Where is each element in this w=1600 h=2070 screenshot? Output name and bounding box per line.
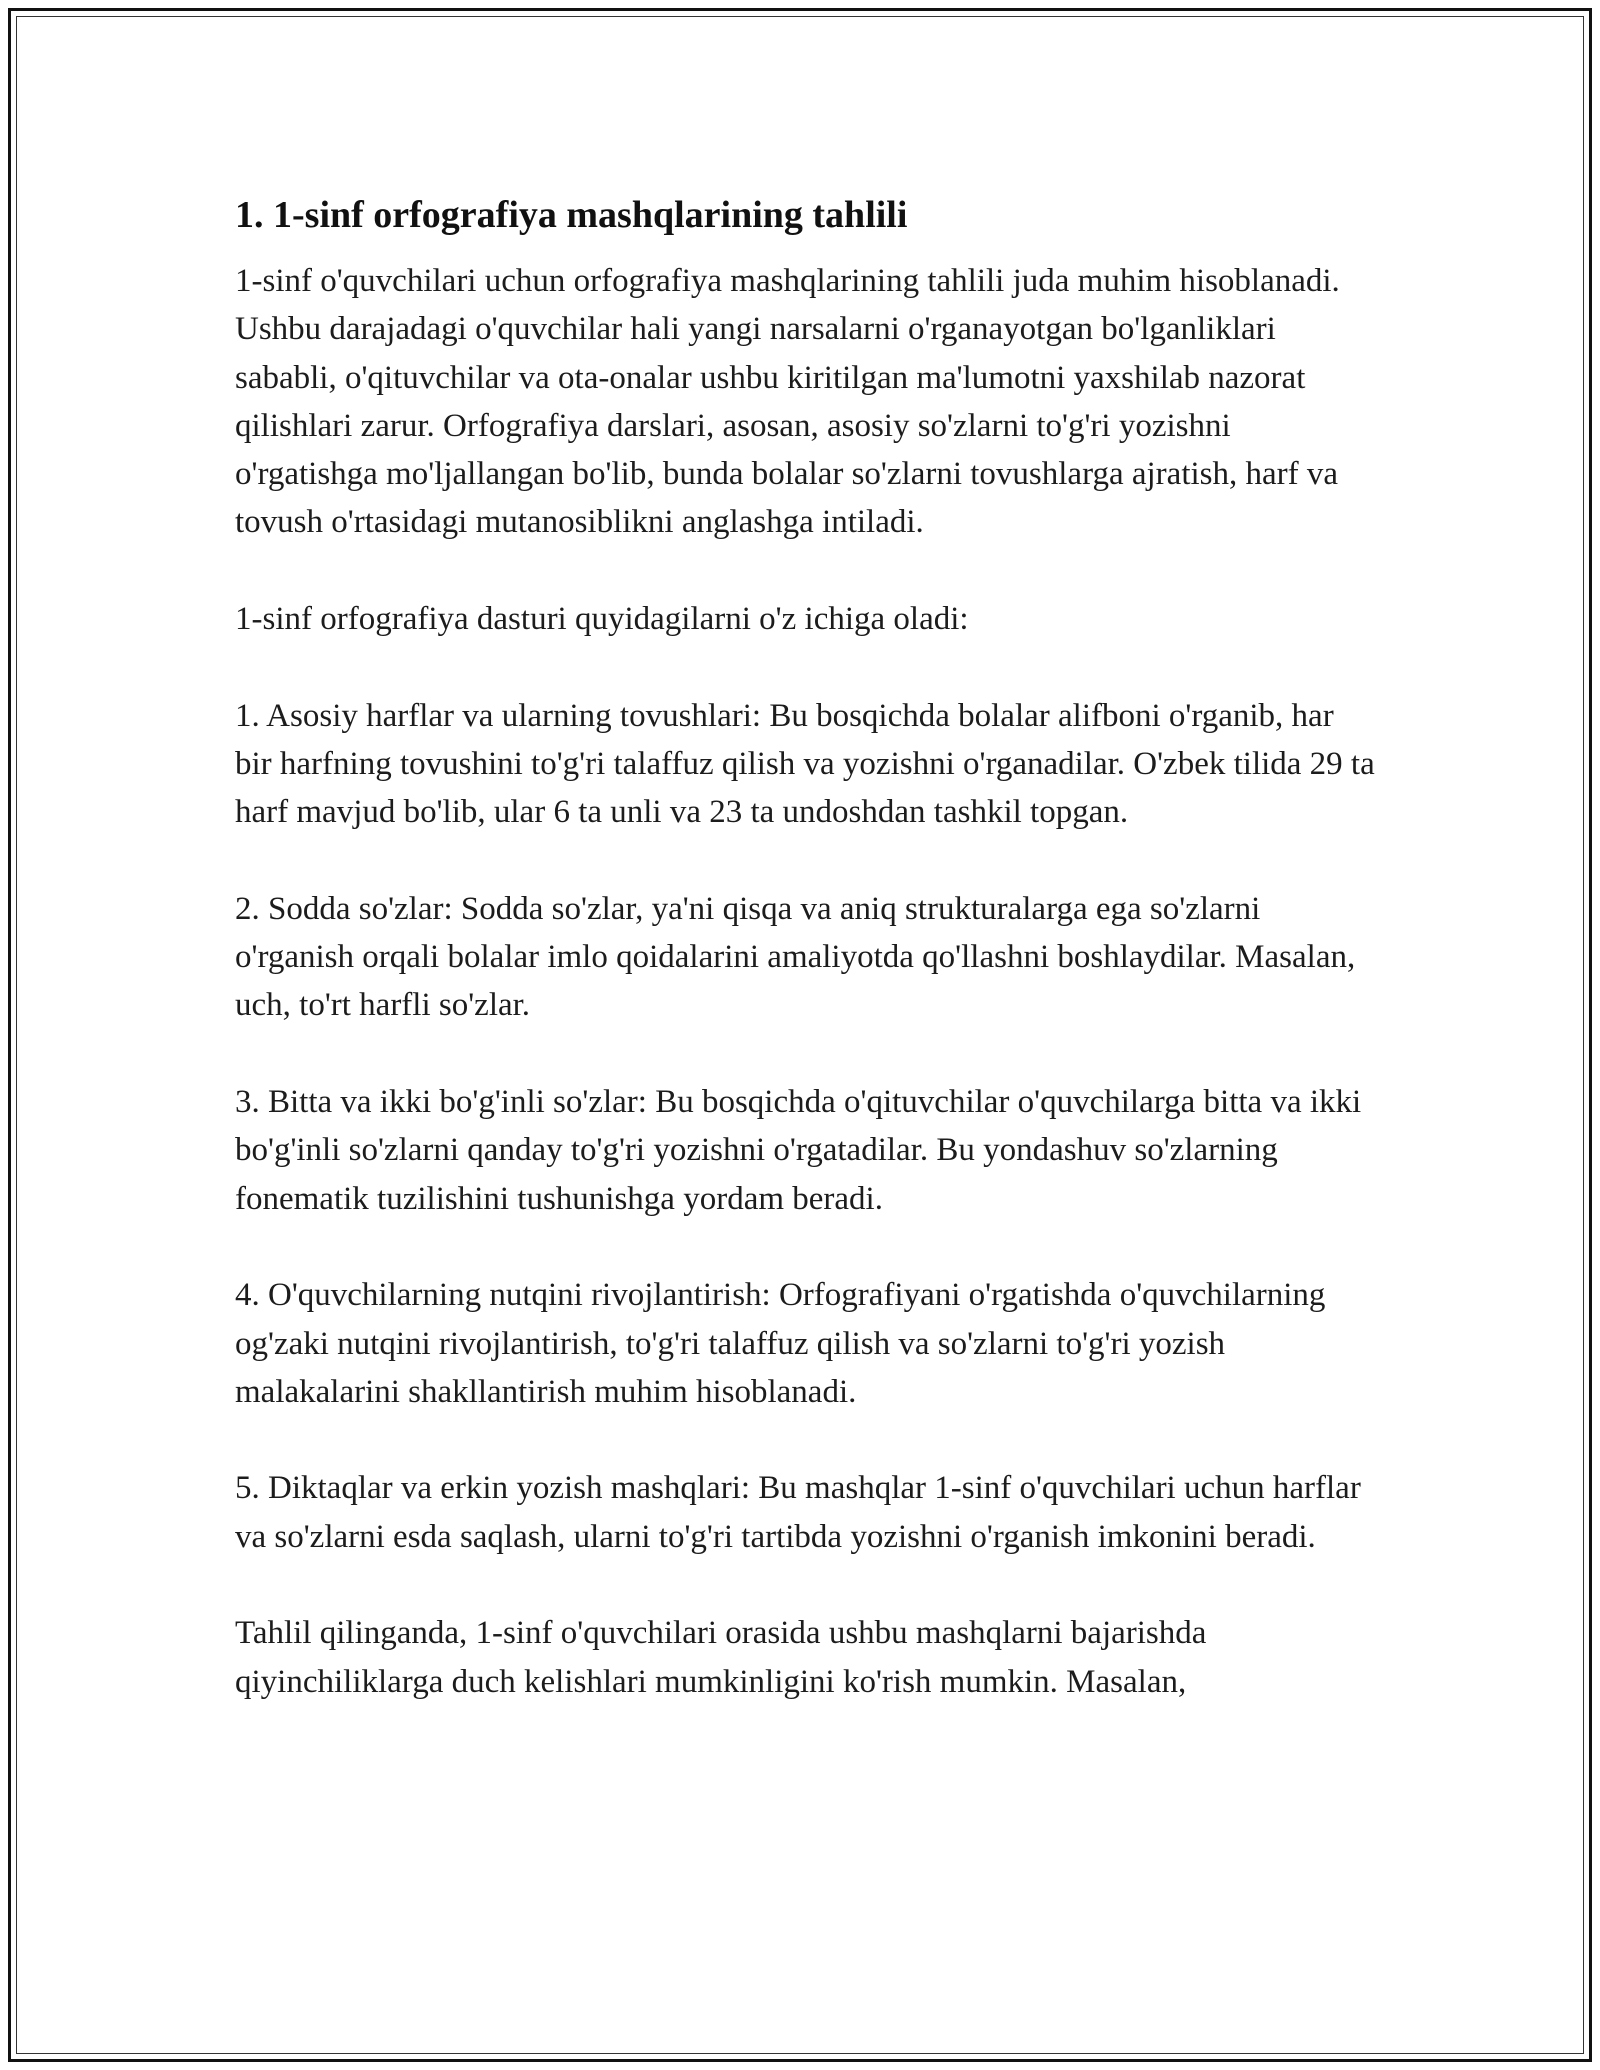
paragraph-intro: 1-sinf o'quvchilari uchun orfografiya mashqlarining tahlili juda muhim hisoblanadi. Ushbu darajadagi o'quvchilar hali yangi narsalarni o'rganayotgan bo'lganliklari sababli, o'qituvchilar va ota-onalar ushbu kiritilgan ma'lumotni yaxshilab nazorat qilishlari zarur. Orfografiya darslari, asosan, asosiy so'zlarni to'g'ri yozishni o'rgatishga mo'ljallangan bo'lib, bunda bolalar so'zlarni tovushlarga ajratish, harf va tovush o'rtasidagi mutanosiblikni anglashga intiladi. xyxy=(235,263,1340,541)
paragraph-item-4: 4. O'quvchilarning nutqini rivojlantirish: Orfografiyani o'rgatishda o'quvchilarning og'zaki nutqini rivojlantirish, to'g'ri talaffuz qilish va so'zlarni to'g'ri yozish malakalarini shakllantirish muhim hisoblanadi. xyxy=(235,1277,1326,1410)
paragraph-program-lead: 1-sinf orfografiya dasturi quyidagilarni o'z ichiga oladi: xyxy=(235,601,969,638)
paragraph-item-3: 3. Bitta va ikki bo'g'inli so'zlar: Bu bosqichda o'qituvchilar o'quvchilarga bitta va ikki bo'g'inli so'zlarni qanday to'g'ri yozishni o'rgatadilar. Bu yondashuv so'zlarning fonematik tuzilishini tushunishga yordam beradi. xyxy=(235,1084,1362,1217)
paragraph-analysis: Tahlil qilinganda, 1-sinf o'quvchilari orasida ushbu mashqlarni bajarishda qiyinchiliklarga duch kelishlari mumkinligini ko'rish mumkin. Masalan, xyxy=(235,1615,1207,1700)
paragraph-item-5: 5. Diktaqlar va erkin yozish mashqlari: Bu mashqlar 1-sinf o'quvchilari uchun harflar va so'zlarni esda saqlash, ularni to'g'ri tartibda yozishni o'rganish imkonini beradi. xyxy=(235,1470,1361,1555)
paragraph-item-2: 2. Sodda so'zlar: Sodda so'zlar, ya'ni qisqa va aniq strukturalarga ega so'zlarni o'rganish orqali bolalar imlo qoidalarini amaliyotda qo'llashni boshlaydilar. Masalan, uch, to'rt harfli so'zlar. xyxy=(235,890,1356,1024)
paragraph-item-1: 1. Asosiy harflar va ularning tovushlari: Bu bosqichda bolalar alifboni o'rganib, har bir harfning tovushini to'g'ri talaffuz qilish va yozishni o'rganadilar. O'zbek tilida 29 ta harf mavjud bo'lib, ular 6 ta unli va 23 ta undoshdan tashkil topgan. xyxy=(235,697,1375,831)
document-body xyxy=(235,187,1375,1754)
section-heading: 1. 1-sinf orfografiya mashqlarining tahlili xyxy=(235,194,908,236)
